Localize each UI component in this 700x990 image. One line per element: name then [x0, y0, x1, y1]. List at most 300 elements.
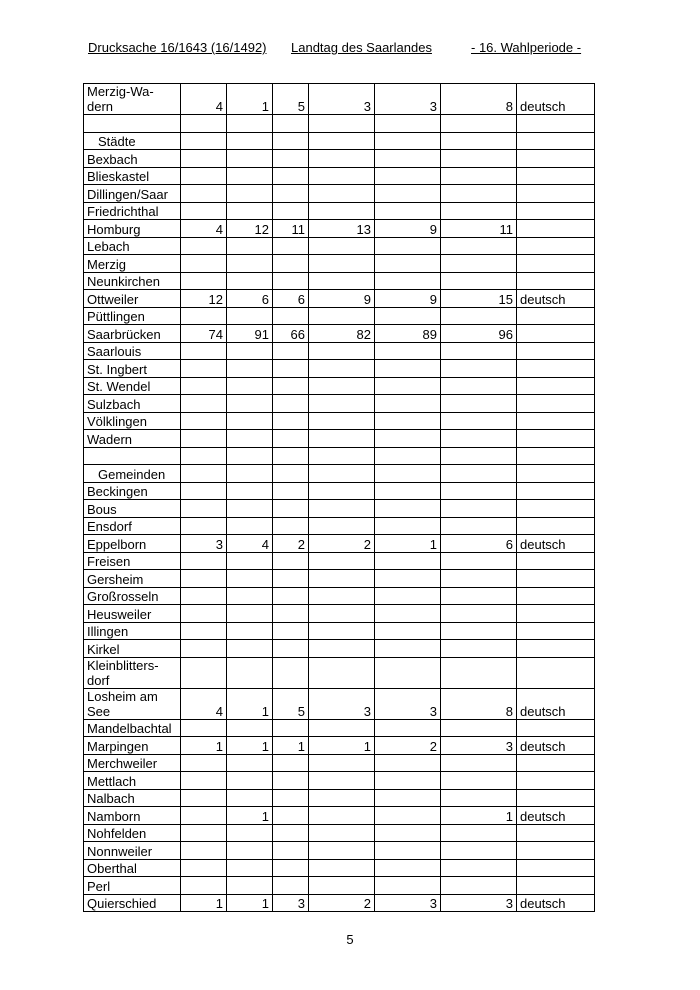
- municipality-name: Nonnweiler: [84, 842, 181, 860]
- value-cell: [441, 622, 517, 640]
- value-cell: [227, 132, 273, 150]
- document-number: Drucksache 16/1643 (16/1492): [88, 40, 267, 55]
- value-cell: [181, 202, 227, 220]
- value-cell: [273, 430, 309, 448]
- language-cell: [517, 657, 595, 688]
- value-cell: 82: [309, 325, 375, 343]
- municipality-name: Oberthal: [84, 859, 181, 877]
- value-cell: 3: [375, 688, 441, 719]
- value-cell: 15: [441, 290, 517, 308]
- language-cell: deutsch: [517, 894, 595, 912]
- value-cell: [375, 719, 441, 737]
- language-cell: [517, 465, 595, 483]
- language-cell: [517, 570, 595, 588]
- municipality-name: Völklingen: [84, 412, 181, 430]
- value-cell: [181, 307, 227, 325]
- value-cell: [309, 807, 375, 825]
- value-cell: 8: [441, 84, 517, 115]
- value-cell: 1: [227, 737, 273, 755]
- value-cell: [273, 465, 309, 483]
- municipality-name: [84, 115, 181, 133]
- value-cell: 4: [181, 220, 227, 238]
- value-cell: [375, 605, 441, 623]
- value-cell: [375, 622, 441, 640]
- value-cell: [375, 115, 441, 133]
- value-cell: [273, 412, 309, 430]
- value-cell: [375, 807, 441, 825]
- value-cell: 3: [273, 894, 309, 912]
- value-cell: [273, 377, 309, 395]
- value-cell: [441, 859, 517, 877]
- value-cell: [309, 605, 375, 623]
- table-row: [84, 640, 595, 658]
- value-cell: [441, 719, 517, 737]
- value-cell: [309, 859, 375, 877]
- municipality-name: Mettlach: [84, 772, 181, 790]
- section-label: Gemeinden: [84, 465, 181, 483]
- municipality-name: Marpingen: [84, 737, 181, 755]
- value-cell: 91: [227, 325, 273, 343]
- table-row: [84, 807, 595, 825]
- value-cell: [273, 307, 309, 325]
- language-cell: [517, 377, 595, 395]
- value-cell: 96: [441, 325, 517, 343]
- value-cell: 9: [375, 290, 441, 308]
- value-cell: [309, 447, 375, 465]
- value-cell: [181, 447, 227, 465]
- value-cell: [441, 570, 517, 588]
- value-cell: 2: [375, 737, 441, 755]
- language-cell: [517, 517, 595, 535]
- value-cell: [309, 307, 375, 325]
- value-cell: [441, 255, 517, 273]
- value-cell: 3: [441, 894, 517, 912]
- language-cell: [517, 430, 595, 448]
- value-cell: [375, 552, 441, 570]
- language-cell: [517, 115, 595, 133]
- value-cell: [227, 859, 273, 877]
- value-cell: [273, 877, 309, 895]
- table-row: [84, 552, 595, 570]
- value-cell: [181, 412, 227, 430]
- municipality-name: Heusweiler: [84, 605, 181, 623]
- value-cell: [227, 824, 273, 842]
- value-cell: 74: [181, 325, 227, 343]
- value-cell: [227, 640, 273, 658]
- value-cell: [181, 517, 227, 535]
- value-cell: [375, 842, 441, 860]
- language-cell: [517, 605, 595, 623]
- municipality-name: Kleinblitters- dorf: [84, 657, 181, 688]
- value-cell: [441, 377, 517, 395]
- value-cell: [309, 500, 375, 518]
- value-cell: [375, 500, 441, 518]
- language-cell: [517, 754, 595, 772]
- value-cell: [227, 430, 273, 448]
- table-row: [84, 150, 595, 168]
- language-cell: [517, 325, 595, 343]
- value-cell: [309, 412, 375, 430]
- value-cell: 1: [227, 807, 273, 825]
- table-row: [84, 688, 595, 719]
- section-row: [84, 465, 595, 483]
- municipality-name: Nalbach: [84, 789, 181, 807]
- value-cell: [273, 500, 309, 518]
- value-cell: 1: [441, 807, 517, 825]
- value-cell: [181, 115, 227, 133]
- value-cell: [227, 447, 273, 465]
- municipality-name: Namborn: [84, 807, 181, 825]
- language-cell: [517, 842, 595, 860]
- value-cell: [273, 657, 309, 688]
- table-row: [84, 84, 595, 115]
- value-cell: [309, 272, 375, 290]
- value-cell: 2: [309, 894, 375, 912]
- language-cell: [517, 220, 595, 238]
- blank-row: [84, 115, 595, 133]
- value-cell: [227, 342, 273, 360]
- value-cell: [309, 719, 375, 737]
- value-cell: [227, 482, 273, 500]
- language-cell: deutsch: [517, 84, 595, 115]
- language-cell: [517, 824, 595, 842]
- value-cell: [375, 377, 441, 395]
- municipality-name: Kirkel: [84, 640, 181, 658]
- value-cell: [181, 237, 227, 255]
- value-cell: [441, 430, 517, 448]
- value-cell: [181, 360, 227, 378]
- value-cell: [181, 605, 227, 623]
- value-cell: [273, 587, 309, 605]
- language-cell: [517, 772, 595, 790]
- value-cell: [441, 482, 517, 500]
- table-row: [84, 842, 595, 860]
- value-cell: [375, 167, 441, 185]
- language-cell: [517, 342, 595, 360]
- value-cell: [227, 605, 273, 623]
- value-cell: [227, 395, 273, 413]
- value-cell: [441, 412, 517, 430]
- value-cell: [441, 772, 517, 790]
- value-cell: [375, 465, 441, 483]
- value-cell: [227, 185, 273, 203]
- municipality-name: [84, 447, 181, 465]
- value-cell: [181, 132, 227, 150]
- municipality-name: Quierschied: [84, 894, 181, 912]
- value-cell: [309, 237, 375, 255]
- language-cell: [517, 877, 595, 895]
- value-cell: [441, 237, 517, 255]
- language-cell: [517, 167, 595, 185]
- value-cell: [441, 552, 517, 570]
- municipality-name: Merzig: [84, 255, 181, 273]
- municipality-name: Lebach: [84, 237, 181, 255]
- table-row: [84, 894, 595, 912]
- value-cell: [441, 657, 517, 688]
- value-cell: 3: [309, 688, 375, 719]
- value-cell: [181, 167, 227, 185]
- table-row: [84, 185, 595, 203]
- language-cell: deutsch: [517, 535, 595, 553]
- value-cell: [273, 719, 309, 737]
- municipality-name: Sulzbach: [84, 395, 181, 413]
- value-cell: [273, 395, 309, 413]
- value-cell: [227, 307, 273, 325]
- value-cell: [227, 150, 273, 168]
- table-row: [84, 570, 595, 588]
- value-cell: [309, 115, 375, 133]
- value-cell: [273, 447, 309, 465]
- language-cell: deutsch: [517, 807, 595, 825]
- municipality-name: Perl: [84, 877, 181, 895]
- value-cell: 11: [273, 220, 309, 238]
- language-cell: [517, 237, 595, 255]
- parliament-name: Landtag des Saarlandes: [291, 40, 432, 55]
- value-cell: 1: [181, 894, 227, 912]
- value-cell: [181, 395, 227, 413]
- table-row: [84, 220, 595, 238]
- value-cell: [181, 859, 227, 877]
- value-cell: [181, 255, 227, 273]
- value-cell: [441, 395, 517, 413]
- municipality-name: Saarbrücken: [84, 325, 181, 343]
- value-cell: [309, 342, 375, 360]
- value-cell: [441, 307, 517, 325]
- value-cell: [375, 824, 441, 842]
- value-cell: [181, 754, 227, 772]
- value-cell: 66: [273, 325, 309, 343]
- value-cell: [181, 824, 227, 842]
- value-cell: 3: [375, 84, 441, 115]
- value-cell: 9: [309, 290, 375, 308]
- value-cell: [375, 360, 441, 378]
- value-cell: 12: [227, 220, 273, 238]
- table-row: [84, 772, 595, 790]
- value-cell: [441, 272, 517, 290]
- value-cell: [227, 255, 273, 273]
- municipality-name: Nohfelden: [84, 824, 181, 842]
- value-cell: [309, 167, 375, 185]
- value-cell: 3: [181, 535, 227, 553]
- table-row: [84, 412, 595, 430]
- value-cell: [227, 789, 273, 807]
- language-cell: deutsch: [517, 688, 595, 719]
- value-cell: [273, 824, 309, 842]
- value-cell: [375, 395, 441, 413]
- value-cell: [309, 255, 375, 273]
- table-row: [84, 482, 595, 500]
- value-cell: [181, 842, 227, 860]
- value-cell: [441, 342, 517, 360]
- table-row: [84, 605, 595, 623]
- value-cell: [181, 377, 227, 395]
- language-cell: [517, 185, 595, 203]
- value-cell: [273, 754, 309, 772]
- table-row: [84, 377, 595, 395]
- language-cell: [517, 447, 595, 465]
- value-cell: [375, 272, 441, 290]
- value-cell: [227, 719, 273, 737]
- municipality-name: Gersheim: [84, 570, 181, 588]
- table-row: [84, 622, 595, 640]
- value-cell: [375, 150, 441, 168]
- value-cell: [227, 657, 273, 688]
- value-cell: [441, 517, 517, 535]
- value-cell: [273, 842, 309, 860]
- table-row: [84, 824, 595, 842]
- value-cell: [273, 772, 309, 790]
- value-cell: [309, 552, 375, 570]
- table-row: [84, 754, 595, 772]
- value-cell: [181, 150, 227, 168]
- value-cell: 6: [273, 290, 309, 308]
- language-cell: [517, 412, 595, 430]
- value-cell: 9: [375, 220, 441, 238]
- value-cell: [375, 307, 441, 325]
- value-cell: [227, 360, 273, 378]
- value-cell: [227, 465, 273, 483]
- value-cell: [441, 754, 517, 772]
- municipality-name: Mandelbachtal: [84, 719, 181, 737]
- value-cell: [273, 859, 309, 877]
- table-row: [84, 859, 595, 877]
- page-number: 5: [346, 932, 354, 947]
- value-cell: [309, 377, 375, 395]
- section-label: Städte: [84, 132, 181, 150]
- value-cell: [181, 587, 227, 605]
- table-row: [84, 789, 595, 807]
- value-cell: [273, 132, 309, 150]
- value-cell: 4: [181, 84, 227, 115]
- value-cell: [181, 430, 227, 448]
- language-cell: [517, 272, 595, 290]
- value-cell: [375, 132, 441, 150]
- table-row: [84, 587, 595, 605]
- value-cell: [181, 500, 227, 518]
- value-cell: [273, 255, 309, 273]
- value-cell: [375, 342, 441, 360]
- language-cell: [517, 622, 595, 640]
- value-cell: [227, 587, 273, 605]
- language-cell: [517, 719, 595, 737]
- municipality-name: Ottweiler: [84, 290, 181, 308]
- value-cell: [273, 167, 309, 185]
- value-cell: [227, 754, 273, 772]
- value-cell: [375, 570, 441, 588]
- value-cell: [441, 842, 517, 860]
- value-cell: 13: [309, 220, 375, 238]
- value-cell: [227, 517, 273, 535]
- language-cell: [517, 307, 595, 325]
- value-cell: 1: [375, 535, 441, 553]
- value-cell: [375, 859, 441, 877]
- value-cell: [273, 807, 309, 825]
- value-cell: [441, 640, 517, 658]
- table-row: [84, 167, 595, 185]
- municipality-name: Beckingen: [84, 482, 181, 500]
- municipality-name: Wadern: [84, 430, 181, 448]
- value-cell: [181, 272, 227, 290]
- value-cell: [227, 877, 273, 895]
- value-cell: 1: [181, 737, 227, 755]
- value-cell: [181, 789, 227, 807]
- value-cell: [375, 517, 441, 535]
- language-cell: [517, 500, 595, 518]
- value-cell: 6: [227, 290, 273, 308]
- value-cell: [441, 202, 517, 220]
- table-row: [84, 325, 595, 343]
- table-row: [84, 395, 595, 413]
- value-cell: [181, 185, 227, 203]
- value-cell: [227, 570, 273, 588]
- language-cell: [517, 587, 595, 605]
- municipality-name: St. Wendel: [84, 377, 181, 395]
- value-cell: [227, 167, 273, 185]
- value-cell: [227, 115, 273, 133]
- value-cell: [441, 447, 517, 465]
- value-cell: [441, 360, 517, 378]
- language-cell: [517, 360, 595, 378]
- value-cell: [309, 772, 375, 790]
- value-cell: [375, 430, 441, 448]
- municipality-name: Bous: [84, 500, 181, 518]
- value-cell: [375, 877, 441, 895]
- value-cell: [309, 150, 375, 168]
- value-cell: [441, 185, 517, 203]
- value-cell: [309, 657, 375, 688]
- value-cell: [375, 255, 441, 273]
- municipality-name: Saarlouis: [84, 342, 181, 360]
- language-cell: deutsch: [517, 737, 595, 755]
- value-cell: [441, 150, 517, 168]
- value-cell: [441, 824, 517, 842]
- value-cell: [181, 570, 227, 588]
- value-cell: [273, 605, 309, 623]
- value-cell: [309, 360, 375, 378]
- table-row: [84, 877, 595, 895]
- value-cell: [273, 360, 309, 378]
- table-row: [84, 657, 595, 688]
- legislative-period: - 16. Wahlperiode -: [471, 40, 582, 55]
- municipality-name: Dillingen/Saar: [84, 185, 181, 203]
- value-cell: [441, 877, 517, 895]
- language-cell: [517, 789, 595, 807]
- table-row: [84, 430, 595, 448]
- value-cell: [181, 640, 227, 658]
- value-cell: [375, 640, 441, 658]
- value-cell: [309, 202, 375, 220]
- value-cell: [181, 465, 227, 483]
- table-row: [84, 360, 595, 378]
- value-cell: [181, 719, 227, 737]
- municipality-name: Freisen: [84, 552, 181, 570]
- value-cell: [375, 754, 441, 772]
- value-cell: 8: [441, 688, 517, 719]
- value-cell: [309, 482, 375, 500]
- language-cell: [517, 150, 595, 168]
- table-row: [84, 272, 595, 290]
- value-cell: [273, 150, 309, 168]
- value-cell: [273, 640, 309, 658]
- value-cell: 1: [227, 84, 273, 115]
- table-row: [84, 255, 595, 273]
- value-cell: [181, 772, 227, 790]
- value-cell: [309, 587, 375, 605]
- value-cell: [227, 552, 273, 570]
- value-cell: [441, 132, 517, 150]
- table-row: [84, 500, 595, 518]
- value-cell: [375, 185, 441, 203]
